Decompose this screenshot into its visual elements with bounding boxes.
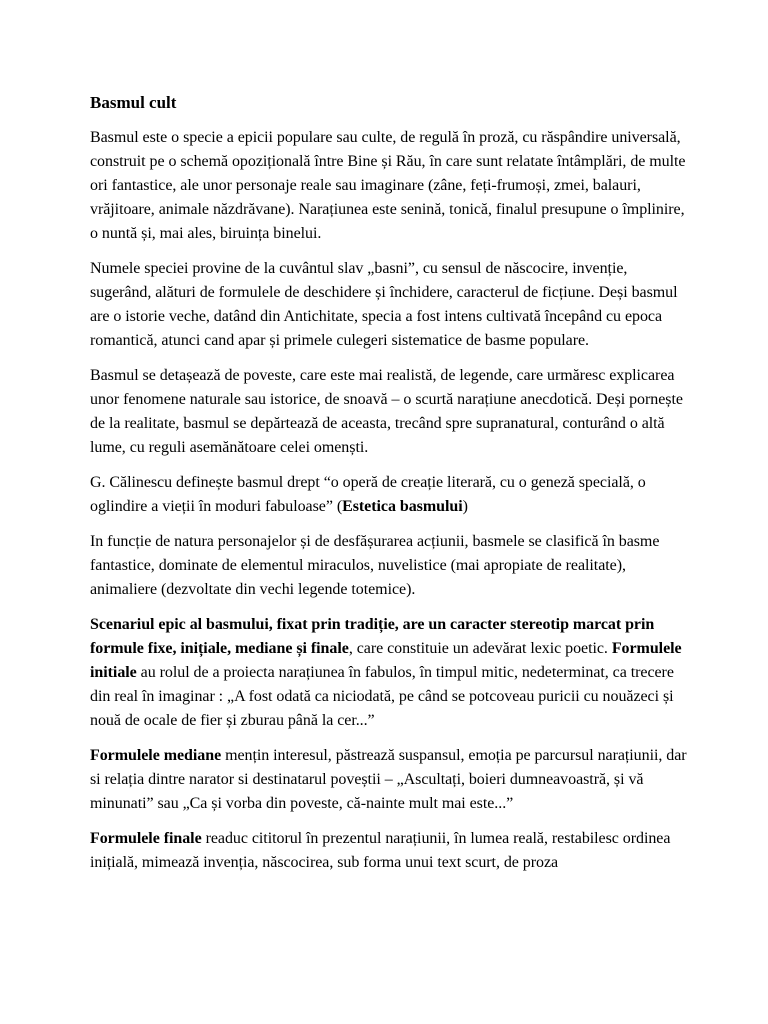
- paragraph-distinction: [90, 364, 690, 460]
- document-title: Basmul cult: [90, 93, 177, 112]
- text-segment: mențin interesul, păstrează suspansul, emoția pe parcursul narațiunii, dar si relația dintre narator si destinatarul poveștii – „Ascultați, boieri dumneavoastră, și vă minunati” sau „Ca și vorba din poveste, că-nainte mult mai este...”: [90, 747, 687, 812]
- bold-text-segment: Formulele mediane: [90, 747, 222, 764]
- text-segment: readuc cititorul în prezentul narațiunii, în lumea reală, restabilesc ordinea inițială, mimează invenția, născocirea, sub forma unui text scurt, de proza: [90, 830, 671, 871]
- bold-text-segment: Scenariul epic al basmului, fixat prin tradiție, are un caracter stereotip marcat prin formule fixe, inițiale, mediane și finale: [90, 616, 655, 657]
- text-segment: G. Călinescu definește basmul drept “o operă de creație literară, cu o geneză specială, o oglindire a vieții în moduri fabuloase” (: [90, 474, 646, 515]
- paragraph-final-formulas: [90, 827, 690, 875]
- bold-text-segment: Formulele initiale: [90, 640, 682, 681]
- bold-text-segment: Formulele finale: [90, 830, 202, 847]
- text-segment: In funcție de natura personajelor și de desfășurarea acțiunii, basmele se clasifică în basme fantastice, dominate de elementul miraculos, nuvelistice (mai apropiate de realitate), animaliere (dezvoltate din vechi legende totemice).: [90, 533, 660, 598]
- text-segment: au rolul de a proiecta narațiunea în fabulos, în timpul mitic, nedeterminat, ca trecere din real în imaginar : „A fost odată ca niciodată, pe când se potcoveau puricii cu nouăzeci și nouă de ocale de fier și zburau până la cer...”: [90, 664, 674, 729]
- paragraph-classification: [90, 530, 690, 602]
- paragraph-median-formulas: [90, 744, 690, 816]
- paragraph-initial-formulas: [90, 613, 690, 733]
- document-page: [90, 91, 690, 886]
- paragraph-definition: [90, 126, 690, 246]
- bold-text-segment: Estetica basmului: [342, 498, 463, 515]
- paragraph-calinescu-quote: [90, 471, 690, 519]
- text-segment: Basmul este o specie a epicii populare sau culte, de regulă în proză, cu răspândire universală, construit pe o schemă opozițională între Bine și Rău, în care sunt relatate întâmplări, de multe ori fantastice, ale unor personaje reale sau imaginare (zâne, feți-frumoși, zmei, balauri, vrăjitoare, animale năzdrăvane). Narațiunea este senină, tonică, finalul presupune o împlinire, o nuntă și, mai ales, biruința binelui.: [90, 129, 686, 242]
- paragraph-etymology: [90, 257, 690, 353]
- text-segment: , care constituie un adevărat lexic poetic.: [348, 640, 612, 657]
- text-segment: Numele speciei provine de la cuvântul slav „basni”, cu sensul de născocire, invenție, sugerând, alături de formulele de deschidere și închidere, caracterul de ficțiune. Deși basmul are o istorie veche, datând din Antichitate, specia a fost intens cultivată începând cu epoca romantică, atunci cand apar și primele culegeri sistematice de basme populare.: [90, 260, 678, 349]
- text-segment: Basmul se detașează de poveste, care este mai realistă, de legende, care urmăresc explicarea unor fenomene naturale sau istorice, de snoavă – o scurtă narațiune anecdotică. Deși pornește de la realitate, basmul se depărtează de aceasta, trecând spre supranatural, conturând o altă lume, cu reguli asemănătoare celei omenști.: [90, 367, 683, 456]
- text-segment: ): [462, 498, 468, 515]
